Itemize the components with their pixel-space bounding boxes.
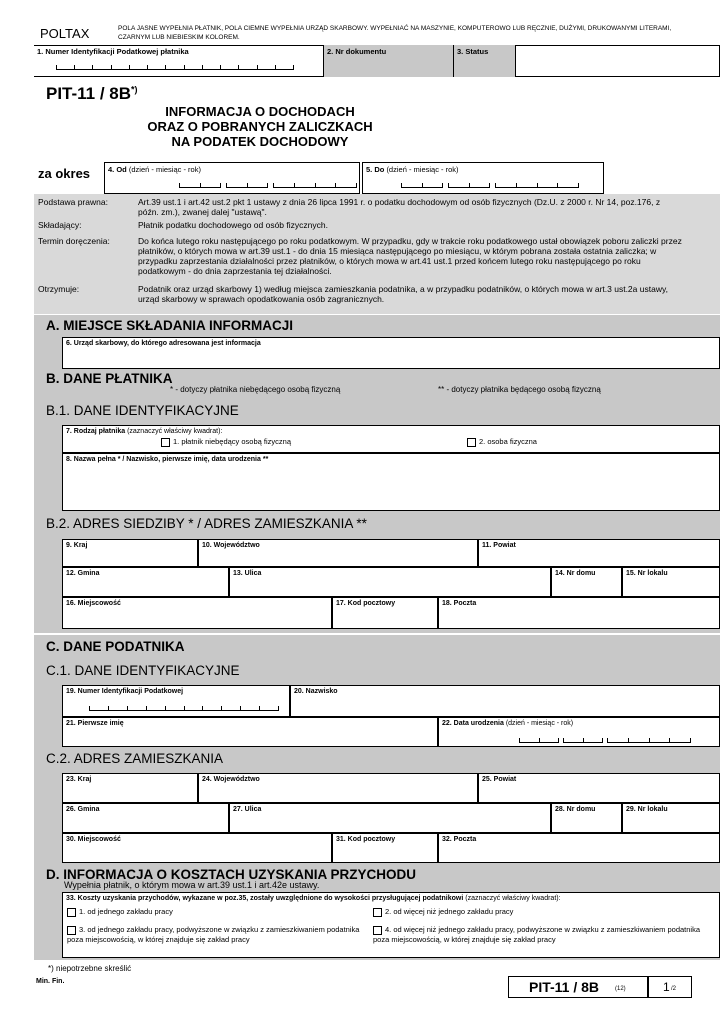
field-25-county[interactable]: 25. Powiat	[478, 773, 720, 803]
field-12-commune[interactable]: 12. Gmina	[62, 567, 229, 597]
info-label: Podstawa prawna:	[38, 197, 108, 207]
field-28-house-number[interactable]: 28. Nr domu	[551, 803, 622, 833]
section-c-title: C. DANE PODATNIKA	[46, 639, 185, 654]
field-6-tax-office[interactable]: 6. Urząd skarbowy, do którego adresowana jest informacja	[62, 337, 720, 369]
field-31-postal-code[interactable]: 31. Kod pocztowy	[332, 833, 438, 863]
field-9-country[interactable]: 9. Kraj	[62, 539, 198, 567]
field-23-country[interactable]: 23. Kraj	[62, 773, 198, 803]
field-8-full-name[interactable]: 8. Nazwa pełna * / Nazwisko, pierwsze imię, data urodzenia **	[62, 453, 720, 511]
field-15-apartment-number[interactable]: 15. Nr lokalu	[622, 567, 720, 597]
section-c1-title: C.1. DANE IDENTYFIKACYJNE	[46, 663, 240, 678]
field-16-city[interactable]: 16. Miejscowość	[62, 597, 332, 629]
field-20-surname[interactable]: 20. Nazwisko	[290, 685, 720, 717]
field-21-first-name[interactable]: 21. Pierwsze imię	[62, 717, 438, 747]
section-b	[34, 371, 720, 633]
field-33-costs: 33. Koszty uzyskania przychodów, wykazane w poz.35, zostały uwzględnione do wysokości przysługującej podatnikowi (zaznaczyć właściwy kwadrat): 1. od jednego zakładu pracy 2. od więcej niż jednego zakładu pracy 3. od jednego zakładu pracy, podwyższone w związku z zamieszkiwaniem podatnika poza miejscowością, w której znajduje się zakład pracy 4. od więcej niż jednego zakładu pracy, podwyższone w związku z zamieszkiwaniem podatnika poza miejscowością, w której znajduje się zakład pracy	[62, 892, 720, 958]
section-b2-title: B.2. ADRES SIEDZIBY * / ADRES ZAMIESZKANIA **	[46, 516, 367, 531]
info-label: Otrzymuje:	[38, 284, 80, 294]
section-d-title: D. INFORMACJA O KOSZTACH UZYSKANIA PRZYCHODU	[46, 867, 416, 882]
info-value: Art.39 ust.1 i art.42 ust.2 pkt 1 ustawy z dnia 26 lipca 1991 r. o podatku dochodowym od osób fizycznych (Dz.U. z 2000 r. Nr 14, poz.176, z późn. zm.), zwanej dalej "ustawą".	[138, 197, 661, 217]
footnote: *) niepotrzebne skreślić	[48, 964, 132, 973]
field-14-house-number[interactable]: 14. Nr domu	[551, 567, 622, 597]
field-7-payer-type: 7. Rodzaj płatnika (zaznaczyć właściwy kwadrat): 1. płatnik niebędący osobą fizyczną 2. osoba fizyczna	[62, 425, 720, 453]
section-c2-title: C.2. ADRES ZAMIESZKANIA	[46, 751, 224, 766]
field-2-doc-number: 2. Nr dokumentu	[324, 45, 454, 77]
option-legal-entity[interactable]: 1. płatnik niebędący osobą fizyczną	[161, 437, 291, 447]
note-legal-entity: * - dotyczy płatnika niebędącego osobą fizyczną	[170, 385, 341, 394]
field-3-status: 3. Status	[454, 45, 516, 77]
field-18-post-office[interactable]: 18. Poczta	[438, 597, 720, 629]
info-value: Podatnik oraz urząd skarbowy 1) według miejsca zamieszkania podatnika, a w przypadku podatników, o których mowa w art.3 ust.2a ustawy, urząd skarbowy w sprawach opodatkowania osób zagranicznych.	[138, 284, 668, 304]
field-19-nip[interactable]: 19. Numer Identyfikacji Podatkowej	[62, 685, 290, 717]
section-c	[34, 635, 720, 865]
form-heading: INFORMACJA O DOCHODACH ORAZ O POBRANYCH ZALICZKACH NA PODATEK DOCHODOWY	[147, 104, 373, 149]
footer-form-id: PIT-11 / 8B (12)	[508, 976, 648, 998]
field-4-from-date[interactable]: 4. Od (dzień - miesiąc - rok)	[104, 162, 360, 194]
option-costs-4[interactable]: 4. od więcej niż jednego zakładu pracy, podwyższone w związku z zamieszkiwaniem podatnika poza miejscowością, w której znajduje się zakład pracy	[373, 925, 701, 944]
option-costs-3[interactable]: 3. od jednego zakładu pracy, podwyższone w związku z zamieszkiwaniem podatnika poza miejscowością, w której znajduje się zakład pracy	[67, 925, 360, 944]
checkbox-icon[interactable]	[373, 908, 382, 917]
field-26-commune[interactable]: 26. Gmina	[62, 803, 229, 833]
field-11-county[interactable]: 11. Powiat	[478, 539, 720, 567]
option-natural-person[interactable]: 2. osoba fizyczna	[467, 437, 537, 447]
section-a	[34, 315, 720, 371]
field-13-street[interactable]: 13. Ulica	[229, 567, 551, 597]
info-value: Do końca lutego roku następującego po roku podatkowym. W przypadku, gdy w trakcie roku podatkowego ustał obowiązek poboru zaliczki przez płatników, o których mowa w art.39 ust.1 - do dnia 15 miesiąca następującego po miesiącu, w którym pobrana została ostatnia zaliczka; w przypadku zaprzestania działalności przez płatników, o których mowa w art.41 ust.1 przed końcem lutego roku następującego po roku podatkowym - do dnia zaprzestania tej działalności.	[138, 236, 682, 276]
checkbox-icon[interactable]	[67, 908, 76, 917]
fill-instructions: POLA JASNE WYPEŁNIA PŁATNIK, POLA CIEMNE WYPEŁNIA URZĄD SKARBOWY. WYPEŁNIAĆ NA MASZYNIE, KOMPUTEROWO LUB RĘCZNIE, DUŻYMI, DRUKOWANYMI LITERAMI, CZARNYM LUB NIEBIESKIM KOLOREM.	[118, 25, 672, 41]
form-title: PIT-11 / 8B*)	[46, 84, 138, 103]
info-label: Termin doręczenia:	[38, 236, 110, 246]
field-1-nip[interactable]: 1. Numer Identyfikacji Podatkowej płatnika	[34, 45, 324, 77]
field-22-birth-date[interactable]: 22. Data urodzenia (dzień - miesiąc - rok)	[438, 717, 720, 747]
field-5-to-date[interactable]: 5. Do (dzień - miesiąc - rok)	[362, 162, 604, 194]
checkbox-icon[interactable]	[67, 926, 76, 935]
footer-page: 1 /2	[648, 976, 692, 998]
field-10-voivodeship[interactable]: 10. Województwo	[198, 539, 478, 567]
section-b1-title: B.1. DANE IDENTYFIKACYJNE	[46, 403, 239, 418]
poltax-logo: POLTAX	[40, 26, 90, 41]
note-natural-person: ** - dotyczy płatnika będącego osobą fizyczną	[438, 385, 601, 394]
field-17-postal-code[interactable]: 17. Kod pocztowy	[332, 597, 438, 629]
field-29-apartment-number[interactable]: 29. Nr lokalu	[622, 803, 720, 833]
field-30-city[interactable]: 30. Miejscowość	[62, 833, 332, 863]
za-okres-label: za okres	[38, 166, 91, 181]
info-value: Płatnik podatku dochodowego od osób fizycznych.	[138, 220, 328, 230]
checkbox-icon[interactable]	[161, 438, 170, 447]
section-a-title: A. MIEJSCE SKŁADANIA INFORMACJI	[46, 318, 294, 333]
checkbox-icon[interactable]	[467, 438, 476, 447]
field-27-street[interactable]: 27. Ulica	[229, 803, 551, 833]
section-b-title: B. DANE PŁATNIKA	[46, 371, 173, 386]
option-costs-1[interactable]: 1. od jednego zakładu pracy	[67, 907, 173, 917]
field-24-voivodeship[interactable]: 24. Województwo	[198, 773, 478, 803]
field-32-post-office[interactable]: 32. Poczta	[438, 833, 720, 863]
section-d-subtitle: Wypełnia płatnik, o którym mowa w art.39 ust.1 i art.42e ustawy.	[64, 880, 320, 890]
checkbox-icon[interactable]	[373, 926, 382, 935]
min-fin: Min. Fin.	[36, 978, 65, 985]
info-label: Składający:	[38, 220, 82, 230]
section-d	[34, 865, 720, 960]
option-costs-2[interactable]: 2. od więcej niż jednego zakładu pracy	[373, 907, 513, 917]
